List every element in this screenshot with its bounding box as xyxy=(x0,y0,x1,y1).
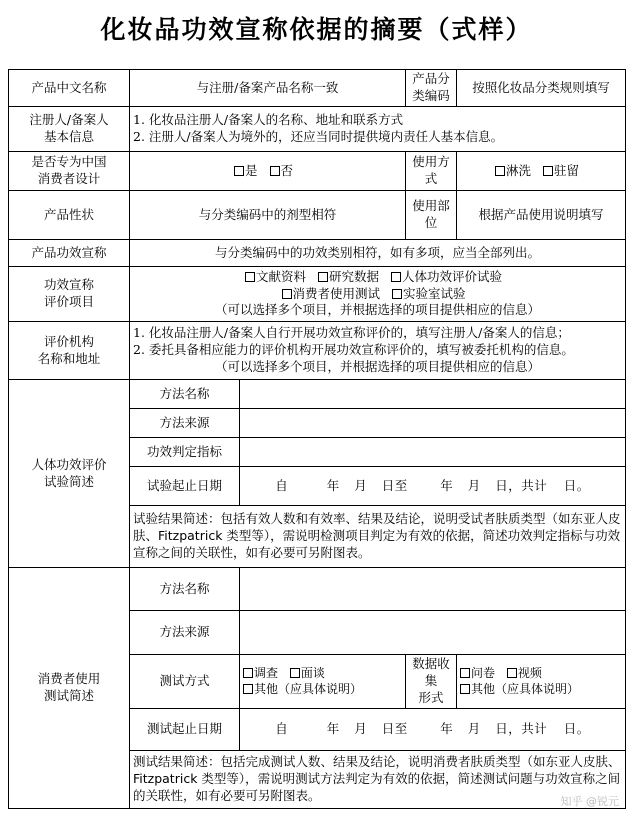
human-method-name-label: 方法名称 xyxy=(130,380,240,409)
option-other-collection[interactable] xyxy=(460,682,579,696)
option-survey[interactable] xyxy=(243,666,278,680)
option-no-label: 否 xyxy=(280,162,294,178)
checkbox-literature[interactable] xyxy=(245,272,255,282)
checkbox-rinse[interactable] xyxy=(495,166,505,176)
consumer-method-name-label: 方法名称 xyxy=(130,568,240,611)
consumer-date-part: 月 xyxy=(467,720,481,736)
data-collection-label xyxy=(406,655,457,709)
human-criteria-label: 功效判定指标 xyxy=(130,438,240,467)
checkbox-interview[interactable] xyxy=(290,668,300,678)
option-interview-label: 面谈 xyxy=(300,666,325,681)
human-criteria-field[interactable] xyxy=(240,438,626,467)
option-human-trial-label: 人体功效评价试验 xyxy=(402,268,503,284)
row-china-consumer xyxy=(9,152,626,191)
data-collection-label-line1: 数据收集 xyxy=(412,656,450,688)
row-consumer-method-name xyxy=(9,568,626,611)
usage-method-options xyxy=(457,152,626,191)
human-summary[interactable]: 试验结果简述：包括有效人数和有效率、结果及结论，说明受试者肤质类型（如东亚人皮肤、Fitzpatrick 类型等），需说明检测项目判定为有效的依据，简述功效判定指标与功效宣称之间的关联性，如有必要可另附图表。 xyxy=(130,506,626,568)
usage-area-label: 使用部位 xyxy=(406,191,457,240)
consumer-test-label-line1: 消费者使用 xyxy=(37,670,101,686)
evaluation-items-value xyxy=(130,267,626,322)
claims-value[interactable]: 与分类编码中的功效类别相符，如有多项，应当全部列出。 xyxy=(130,240,626,267)
option-lab-test-label: 实验室试验 xyxy=(403,285,466,301)
registrant-value[interactable] xyxy=(130,107,626,152)
row-claims xyxy=(9,240,626,267)
page-title: 化妆品功效宣称依据的摘要（式样） xyxy=(100,15,533,44)
row-properties xyxy=(9,191,626,240)
option-rinse-label: 淋洗 xyxy=(506,162,532,178)
human-date-part: 日，共计 xyxy=(495,477,548,493)
evaluation-options-line2 xyxy=(133,286,622,303)
consumer-summary[interactable]: 测试结果简述：包括完成测试人数、结果及结论，说明消费者肤质类型（如东亚人皮肤、Fitzpatrick 类型等），需说明测试方法判定为有效的依据，简述测试问题与功效宣称之间的关联性，如有必要可另附图表。 xyxy=(130,750,626,808)
claims-label: 产品功效宣称 xyxy=(9,240,130,267)
consumer-method-name-field[interactable] xyxy=(240,568,626,611)
row-evaluation-items xyxy=(9,267,626,322)
human-date-part: 自 xyxy=(275,477,289,493)
institution-value[interactable] xyxy=(130,322,626,380)
checkbox-consumer-test[interactable] xyxy=(282,289,292,299)
row-human-method-name xyxy=(9,380,626,409)
consumer-date-part: 年 xyxy=(440,720,454,736)
human-date-field[interactable] xyxy=(240,467,626,506)
human-trial-label-line1: 人体功效评价 xyxy=(31,456,107,472)
human-date-part: 年 xyxy=(326,477,340,493)
row-product-name xyxy=(9,70,626,107)
option-interview[interactable] xyxy=(290,666,325,680)
option-other-method[interactable] xyxy=(243,682,362,696)
option-consumer-test-label: 消费者使用测试 xyxy=(292,285,381,301)
evaluation-items-label-line2: 评价项目 xyxy=(43,294,94,309)
checkbox-video[interactable] xyxy=(507,668,517,678)
consumer-date-part: 日至 xyxy=(381,720,408,736)
evaluation-items-label xyxy=(9,267,130,322)
option-survey-label: 调查 xyxy=(254,666,279,681)
checkbox-questionnaire[interactable] xyxy=(460,668,470,678)
consumer-test-method-options xyxy=(240,655,406,709)
institution-note: （可以选择多个项目，并根据选择的项目提供相应的信息） xyxy=(215,358,541,374)
checkbox-no[interactable] xyxy=(270,166,280,176)
category-code-value[interactable]: 按照化妆品分类规则填写 xyxy=(457,70,626,107)
checkbox-research-data[interactable] xyxy=(318,272,328,282)
human-date-part: 月 xyxy=(354,477,368,493)
test-method-line1 xyxy=(243,665,402,681)
usage-area-value[interactable]: 根据产品使用说明填写 xyxy=(457,191,626,240)
human-method-source-field[interactable] xyxy=(240,409,626,438)
option-rinse[interactable] xyxy=(495,163,531,178)
checkbox-other-method[interactable] xyxy=(243,684,253,694)
option-research-data[interactable] xyxy=(318,269,379,284)
checkbox-yes[interactable] xyxy=(234,166,244,176)
data-collection-label-line2: 形式 xyxy=(418,689,444,705)
consumer-test-label xyxy=(9,568,130,809)
consumer-date-part: 日，共计 xyxy=(495,720,548,736)
usage-method-label: 使用方式 xyxy=(406,152,457,191)
human-date-part: 日至 xyxy=(381,477,408,493)
consumer-test-method-label: 测试方式 xyxy=(130,655,240,709)
watermark: 知乎 @锐元 xyxy=(560,795,619,808)
option-questionnaire[interactable] xyxy=(460,666,495,680)
evaluation-items-label-line1: 功效宣称 xyxy=(43,277,94,293)
consumer-date-part: 月 xyxy=(354,720,368,736)
consumer-date-part: 自 xyxy=(275,720,289,736)
human-date-label: 试验起止日期 xyxy=(130,467,240,506)
data-collection-options xyxy=(457,655,626,709)
test-method-line2 xyxy=(243,681,402,697)
option-lab-test[interactable] xyxy=(392,286,466,301)
consumer-date-label: 测试起止日期 xyxy=(130,708,240,750)
option-yes[interactable] xyxy=(234,163,258,178)
institution-line1: 1. 化妆品注册人/备案人自行开展功效宣称评价的，填写注册人/备案人的信息； xyxy=(133,325,570,341)
option-leave-on[interactable] xyxy=(543,163,579,178)
registrant-label xyxy=(9,107,130,152)
human-trial-label-line2: 试验简述 xyxy=(43,473,94,489)
consumer-date-part: 日。 xyxy=(563,720,590,736)
category-code-label: 产品分类编码 xyxy=(406,70,457,107)
checkbox-lab-test[interactable] xyxy=(392,289,402,299)
option-consumer-test[interactable] xyxy=(282,286,381,301)
properties-label: 产品性状 xyxy=(9,191,130,240)
product-name-value[interactable]: 与注册/备案产品名称一致 xyxy=(130,70,406,107)
institution-label xyxy=(9,322,130,380)
data-collection-line1 xyxy=(460,665,622,681)
properties-value[interactable]: 与分类编码中的剂型相符 xyxy=(130,191,406,240)
evaluation-options-line1 xyxy=(133,269,622,286)
option-video-label: 视频 xyxy=(517,666,542,681)
option-literature-label: 文献资料 xyxy=(256,268,307,284)
human-method-name-field[interactable] xyxy=(240,380,626,409)
row-registrant xyxy=(9,107,626,152)
human-method-source-label: 方法来源 xyxy=(130,409,240,438)
option-no[interactable] xyxy=(270,163,294,178)
registrant-label-line1: 注册人/备案人 xyxy=(29,112,109,128)
option-literature[interactable] xyxy=(245,269,306,284)
product-name-label: 产品中文名称 xyxy=(9,70,130,107)
consumer-method-source-label: 方法来源 xyxy=(130,611,240,655)
option-yes-label: 是 xyxy=(245,162,258,178)
claim-summary-form xyxy=(8,69,626,809)
human-date-part: 年 xyxy=(440,477,454,493)
china-consumer-options xyxy=(130,152,406,191)
institution-line2: 2. 委托具备相应能力的评价机构开展功效宣称评价的，填写被委托机构的信息。 xyxy=(133,342,574,358)
data-collection-line2 xyxy=(460,681,622,697)
checkbox-other-collection[interactable] xyxy=(460,684,470,694)
institution-label-line2: 名称和地址 xyxy=(37,350,101,366)
consumer-test-label-line2: 测试简述 xyxy=(43,687,94,703)
option-human-trial[interactable] xyxy=(391,269,502,284)
option-research-data-label: 研究数据 xyxy=(329,268,380,284)
registrant-line2: 2. 注册人/备案人为境外的，还应当同时提供境内责任人基本信息。 xyxy=(133,129,504,144)
checkbox-survey[interactable] xyxy=(243,668,253,678)
human-date-part: 日。 xyxy=(563,477,590,493)
registrant-line1: 1. 化妆品注册人/备案人的名称、地址和联系方式 xyxy=(133,112,404,128)
evaluation-items-note: （可以选择多个项目，并根据选择的项目提供相应的信息） xyxy=(215,302,541,318)
human-date-part: 月 xyxy=(467,477,481,493)
china-consumer-label-line2: 消费者设计 xyxy=(37,171,101,186)
institution-label-line1: 评价机构 xyxy=(43,333,94,349)
option-questionnaire-label: 问卷 xyxy=(471,666,496,681)
row-institution xyxy=(9,322,626,380)
human-trial-label xyxy=(9,380,130,568)
china-consumer-label xyxy=(9,152,130,191)
consumer-method-source-field[interactable] xyxy=(240,611,626,655)
checkbox-human-trial[interactable] xyxy=(391,272,401,282)
china-consumer-label-line1: 是否专为中国 xyxy=(31,154,107,170)
option-other-method-label: 其他（应具体说明） xyxy=(254,682,363,697)
consumer-date-part: 年 xyxy=(326,720,340,736)
consumer-date-field[interactable] xyxy=(240,708,626,750)
registrant-label-line2: 基本信息 xyxy=(43,129,94,144)
option-leave-on-label: 驻留 xyxy=(554,162,580,178)
checkbox-leave-on[interactable] xyxy=(543,166,553,176)
option-other-collection-label: 其他（应具体说明） xyxy=(471,682,580,697)
option-video[interactable] xyxy=(507,666,542,680)
